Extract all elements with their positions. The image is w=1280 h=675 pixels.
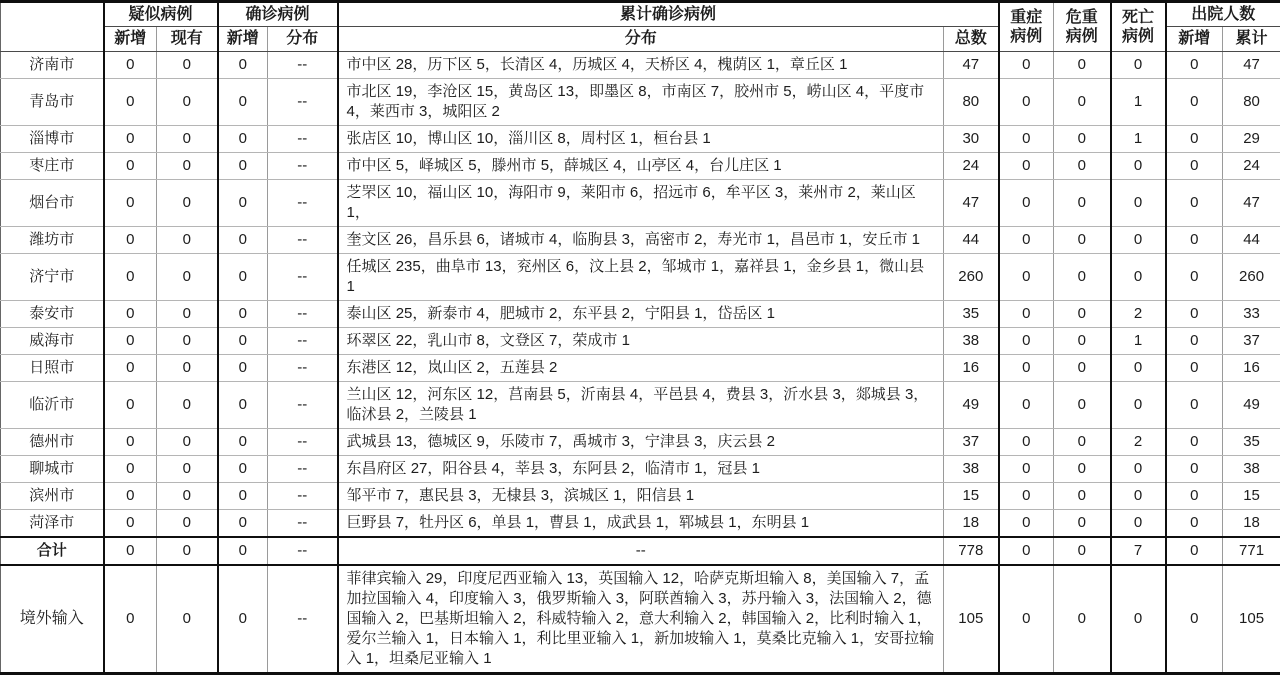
- cell-critical: 0: [1054, 382, 1111, 429]
- cell-s_new: 0: [104, 456, 157, 483]
- cell-total: 44: [944, 227, 999, 254]
- cell-name: 济南市: [1, 52, 104, 79]
- cell-s_new: 0: [104, 355, 157, 382]
- cell-dist: 武城县 13，德城区 9，乐陵市 7，禹城市 3，宁津县 3，庆云县 2: [338, 429, 944, 456]
- cell-critical: 0: [1054, 537, 1111, 565]
- header-death-cases: 死亡病例: [1111, 2, 1166, 52]
- table-row: [1, 153, 1280, 180]
- cell-name: 境外输入: [1, 565, 104, 674]
- table-row: [1, 429, 1280, 456]
- table-row: [1, 79, 1280, 126]
- header-group-confirmed: 确诊病例: [218, 2, 338, 27]
- header-group-discharged: 出院人数: [1166, 2, 1280, 27]
- cell-s_new: 0: [104, 153, 157, 180]
- cell-name: 枣庄市: [1, 153, 104, 180]
- total-row: [1, 537, 1280, 565]
- cell-severe: 0: [999, 537, 1054, 565]
- cell-severe: 0: [999, 254, 1054, 301]
- cell-death: 1: [1111, 328, 1166, 355]
- header-group-row: [1, 2, 1280, 27]
- cell-critical: 0: [1054, 227, 1111, 254]
- cell-s_new: 0: [104, 79, 157, 126]
- cell-name: 济宁市: [1, 254, 104, 301]
- cell-s_exist: 0: [157, 429, 218, 456]
- cell-c_dist: --: [268, 456, 338, 483]
- cell-dist: 菲律宾输入 29，印度尼西亚输入 13，英国输入 12，哈萨克斯坦输入 8，美国输入 7，孟加拉国输入 4，印度输入 3，俄罗斯输入 3，阿联酋输入 3，苏丹输入 3，法国输入 2，德国输入 2，巴基斯坦输入 2，科威特输入 2，意大利输入 2，韩国输入 2，比利时输入 1，爱尔兰输入 1，日本输入 1，利比里亚输入 1，新加坡输入 1，莫桑比克输入 1，安哥拉输入 1，坦桑尼亚输入 1: [338, 565, 944, 674]
- cell-s_exist: 0: [157, 126, 218, 153]
- cell-death: 0: [1111, 382, 1166, 429]
- cell-d_cum: 33: [1223, 301, 1280, 328]
- cell-d_new: 0: [1166, 537, 1223, 565]
- cell-critical: 0: [1054, 429, 1111, 456]
- cell-name: 烟台市: [1, 180, 104, 227]
- cell-c_new: 0: [218, 227, 268, 254]
- cell-d_cum: 24: [1223, 153, 1280, 180]
- cell-c_dist: --: [268, 180, 338, 227]
- cell-c_dist: --: [268, 328, 338, 355]
- cell-critical: 0: [1054, 483, 1111, 510]
- cell-total: 37: [944, 429, 999, 456]
- table-row: [1, 180, 1280, 227]
- cell-c_new: 0: [218, 180, 268, 227]
- cell-d_new: 0: [1166, 483, 1223, 510]
- cell-c_dist: --: [268, 301, 338, 328]
- cell-d_cum: 16: [1223, 355, 1280, 382]
- cell-c_new: 0: [218, 510, 268, 538]
- cell-total: 35: [944, 301, 999, 328]
- cell-s_new: 0: [104, 52, 157, 79]
- cell-d_cum: 38: [1223, 456, 1280, 483]
- cell-d_cum: 260: [1223, 254, 1280, 301]
- header-group-cumulative: 累计确诊病例: [338, 2, 999, 27]
- cell-d_cum: 15: [1223, 483, 1280, 510]
- cell-death: 2: [1111, 429, 1166, 456]
- cell-d_new: 0: [1166, 429, 1223, 456]
- cell-critical: 0: [1054, 565, 1111, 674]
- cell-severe: 0: [999, 328, 1054, 355]
- cell-name: 潍坊市: [1, 227, 104, 254]
- cell-d_new: 0: [1166, 510, 1223, 538]
- cell-death: 1: [1111, 126, 1166, 153]
- cell-severe: 0: [999, 301, 1054, 328]
- cell-s_exist: 0: [157, 355, 218, 382]
- city-column-header: [1, 2, 104, 52]
- cell-name: 日照市: [1, 355, 104, 382]
- cell-death: 0: [1111, 355, 1166, 382]
- cell-d_cum: 47: [1223, 52, 1280, 79]
- import-row: [1, 565, 1280, 674]
- table-row: [1, 126, 1280, 153]
- cell-d_cum: 29: [1223, 126, 1280, 153]
- cell-c_new: 0: [218, 355, 268, 382]
- header-discharged-cum: 累计: [1223, 27, 1280, 52]
- cell-critical: 0: [1054, 328, 1111, 355]
- cell-c_new: 0: [218, 328, 268, 355]
- cell-critical: 0: [1054, 510, 1111, 538]
- cell-c_dist: --: [268, 126, 338, 153]
- header-confirmed-dist: 分布: [268, 27, 338, 52]
- cell-dist: --: [338, 537, 944, 565]
- cell-c_dist: --: [268, 565, 338, 674]
- cell-c_dist: --: [268, 483, 338, 510]
- cell-s_new: 0: [104, 254, 157, 301]
- cell-dist: 市中区 5，峄城区 5，滕州市 5，薛城区 4，山亭区 4，台儿庄区 1: [338, 153, 944, 180]
- cell-critical: 0: [1054, 456, 1111, 483]
- header-discharged-new: 新增: [1166, 27, 1223, 52]
- cell-total: 38: [944, 328, 999, 355]
- table-header: [1, 2, 1280, 52]
- cell-d_cum: 37: [1223, 328, 1280, 355]
- cell-c_new: 0: [218, 565, 268, 674]
- cell-death: 0: [1111, 52, 1166, 79]
- cell-severe: 0: [999, 79, 1054, 126]
- cell-critical: 0: [1054, 355, 1111, 382]
- cell-death: 0: [1111, 227, 1166, 254]
- header-critical-cases: 危重病例: [1054, 2, 1111, 52]
- cell-c_dist: --: [268, 355, 338, 382]
- cell-c_dist: --: [268, 79, 338, 126]
- cell-critical: 0: [1054, 254, 1111, 301]
- table-row: [1, 456, 1280, 483]
- cell-death: 2: [1111, 301, 1166, 328]
- cell-total: 47: [944, 52, 999, 79]
- cell-s_new: 0: [104, 180, 157, 227]
- cell-dist: 奎文区 26，昌乐县 6，诸城市 4，临朐县 3，高密市 2，寿光市 1，昌邑市 1，安丘市 1: [338, 227, 944, 254]
- cell-dist: 邹平市 7，惠民县 3，无棣县 3，滨城区 1，阳信县 1: [338, 483, 944, 510]
- cell-total: 49: [944, 382, 999, 429]
- cell-severe: 0: [999, 456, 1054, 483]
- cell-severe: 0: [999, 565, 1054, 674]
- cell-total: 105: [944, 565, 999, 674]
- cell-name: 威海市: [1, 328, 104, 355]
- cell-severe: 0: [999, 153, 1054, 180]
- cell-d_cum: 47: [1223, 180, 1280, 227]
- cell-c_new: 0: [218, 126, 268, 153]
- cell-name: 临沂市: [1, 382, 104, 429]
- table-row: [1, 254, 1280, 301]
- cell-d_new: 0: [1166, 301, 1223, 328]
- cell-d_cum: 80: [1223, 79, 1280, 126]
- table-row: [1, 227, 1280, 254]
- cell-critical: 0: [1054, 52, 1111, 79]
- table-row: [1, 52, 1280, 79]
- cell-c_dist: --: [268, 429, 338, 456]
- cell-c_new: 0: [218, 153, 268, 180]
- cell-d_cum: 18: [1223, 510, 1280, 538]
- cell-s_exist: 0: [157, 301, 218, 328]
- cell-d_new: 0: [1166, 565, 1223, 674]
- table-row: [1, 382, 1280, 429]
- cell-c_new: 0: [218, 429, 268, 456]
- table-row: [1, 483, 1280, 510]
- cell-s_exist: 0: [157, 227, 218, 254]
- header-cumulative-total: 总数: [944, 27, 999, 52]
- cell-death: 0: [1111, 456, 1166, 483]
- cell-death: 7: [1111, 537, 1166, 565]
- cell-d_cum: 771: [1223, 537, 1280, 565]
- header-severe-cases: 重症病例: [999, 2, 1054, 52]
- cell-s_new: 0: [104, 565, 157, 674]
- cell-dist: 东昌府区 27，阳谷县 4，莘县 3，东阿县 2，临清市 1，冠县 1: [338, 456, 944, 483]
- cell-d_new: 0: [1166, 153, 1223, 180]
- cell-name: 淄博市: [1, 126, 104, 153]
- cell-name: 泰安市: [1, 301, 104, 328]
- cell-s_exist: 0: [157, 537, 218, 565]
- cell-severe: 0: [999, 52, 1054, 79]
- cell-s_exist: 0: [157, 153, 218, 180]
- header-suspected-new: 新增: [104, 27, 157, 52]
- cell-c_new: 0: [218, 537, 268, 565]
- cell-c_new: 0: [218, 483, 268, 510]
- cell-d_new: 0: [1166, 227, 1223, 254]
- table-row: [1, 355, 1280, 382]
- cell-s_exist: 0: [157, 79, 218, 126]
- cell-critical: 0: [1054, 153, 1111, 180]
- cell-death: 0: [1111, 510, 1166, 538]
- table-row: [1, 328, 1280, 355]
- cell-dist: 市中区 28，历下区 5，长清区 4，历城区 4，天桥区 4，槐荫区 1，章丘区 1: [338, 52, 944, 79]
- cell-total: 778: [944, 537, 999, 565]
- cell-c_new: 0: [218, 52, 268, 79]
- cell-death: 0: [1111, 254, 1166, 301]
- cell-d_new: 0: [1166, 382, 1223, 429]
- cell-d_new: 0: [1166, 180, 1223, 227]
- cell-d_cum: 35: [1223, 429, 1280, 456]
- cell-severe: 0: [999, 483, 1054, 510]
- cell-c_dist: --: [268, 254, 338, 301]
- cell-dist: 市北区 19，李沧区 15，黄岛区 13，即墨区 8，市南区 7，胶州市 5，崂山区 4，平度市 4，莱西市 3，城阳区 2: [338, 79, 944, 126]
- cell-critical: 0: [1054, 79, 1111, 126]
- cell-c_new: 0: [218, 382, 268, 429]
- cell-death: 0: [1111, 483, 1166, 510]
- table-row: [1, 510, 1280, 538]
- cell-death: 0: [1111, 180, 1166, 227]
- cell-d_new: 0: [1166, 79, 1223, 126]
- cell-s_new: 0: [104, 227, 157, 254]
- cell-total: 18: [944, 510, 999, 538]
- cell-dist: 兰山区 12，河东区 12，莒南县 5，沂南县 4，平邑县 4，费县 3，沂水县 3，郯城县 3，临沭县 2，兰陵县 1: [338, 382, 944, 429]
- cell-s_exist: 0: [157, 483, 218, 510]
- cell-dist: 芝罘区 10，福山区 10，海阳市 9，莱阳市 6，招远市 6，牟平区 3，莱州市 2，莱山区 1，: [338, 180, 944, 227]
- cell-c_new: 0: [218, 254, 268, 301]
- cell-total: 16: [944, 355, 999, 382]
- cell-critical: 0: [1054, 126, 1111, 153]
- cell-c_new: 0: [218, 79, 268, 126]
- cell-total: 38: [944, 456, 999, 483]
- cell-name: 合计: [1, 537, 104, 565]
- cell-d_cum: 44: [1223, 227, 1280, 254]
- cell-s_exist: 0: [157, 382, 218, 429]
- cell-severe: 0: [999, 355, 1054, 382]
- table-body: [1, 52, 1280, 674]
- cell-dist: 任城区 235，曲阜市 13，兖州区 6，汶上县 2，邹城市 1，嘉祥县 1，金乡县 1，微山县 1: [338, 254, 944, 301]
- cell-severe: 0: [999, 382, 1054, 429]
- cell-c_dist: --: [268, 227, 338, 254]
- cell-total: 15: [944, 483, 999, 510]
- cell-severe: 0: [999, 429, 1054, 456]
- cell-s_exist: 0: [157, 456, 218, 483]
- cell-c_dist: --: [268, 153, 338, 180]
- cell-total: 24: [944, 153, 999, 180]
- cell-d_new: 0: [1166, 52, 1223, 79]
- cell-s_new: 0: [104, 483, 157, 510]
- cell-dist: 泰山区 25，新泰市 4，肥城市 2，东平县 2，宁阳县 1，岱岳区 1: [338, 301, 944, 328]
- cell-name: 菏泽市: [1, 510, 104, 538]
- cell-death: 0: [1111, 565, 1166, 674]
- cell-s_new: 0: [104, 510, 157, 538]
- cell-d_cum: 105: [1223, 565, 1280, 674]
- cell-s_new: 0: [104, 537, 157, 565]
- cell-c_new: 0: [218, 301, 268, 328]
- cell-d_cum: 49: [1223, 382, 1280, 429]
- cell-severe: 0: [999, 227, 1054, 254]
- cell-s_exist: 0: [157, 565, 218, 674]
- cell-s_exist: 0: [157, 254, 218, 301]
- cell-death: 1: [1111, 79, 1166, 126]
- cell-d_new: 0: [1166, 355, 1223, 382]
- cell-s_exist: 0: [157, 328, 218, 355]
- cell-dist: 东港区 12，岚山区 2，五莲县 2: [338, 355, 944, 382]
- cell-s_new: 0: [104, 301, 157, 328]
- cell-s_new: 0: [104, 126, 157, 153]
- header-group-suspected: 疑似病例: [104, 2, 218, 27]
- cell-dist: 环翠区 22，乳山市 8，文登区 7，荣成市 1: [338, 328, 944, 355]
- header-cumulative-dist: 分布: [338, 27, 944, 52]
- cell-c_new: 0: [218, 456, 268, 483]
- cell-c_dist: --: [268, 52, 338, 79]
- cell-name: 滨州市: [1, 483, 104, 510]
- cell-severe: 0: [999, 510, 1054, 538]
- cell-d_new: 0: [1166, 254, 1223, 301]
- cell-name: 聊城市: [1, 456, 104, 483]
- cell-s_exist: 0: [157, 180, 218, 227]
- cell-critical: 0: [1054, 180, 1111, 227]
- cell-total: 80: [944, 79, 999, 126]
- cell-d_new: 0: [1166, 456, 1223, 483]
- cell-s_exist: 0: [157, 52, 218, 79]
- cell-total: 260: [944, 254, 999, 301]
- cell-critical: 0: [1054, 301, 1111, 328]
- cell-total: 30: [944, 126, 999, 153]
- cell-dist: 张店区 10，博山区 10，淄川区 8，周村区 1，桓台县 1: [338, 126, 944, 153]
- header-suspected-existing: 现有: [157, 27, 218, 52]
- cell-c_dist: --: [268, 382, 338, 429]
- cell-d_new: 0: [1166, 328, 1223, 355]
- cell-d_new: 0: [1166, 126, 1223, 153]
- cell-death: 0: [1111, 153, 1166, 180]
- header-confirmed-new: 新增: [218, 27, 268, 52]
- cell-severe: 0: [999, 126, 1054, 153]
- cell-name: 德州市: [1, 429, 104, 456]
- cell-c_dist: --: [268, 537, 338, 565]
- cell-name: 青岛市: [1, 79, 104, 126]
- table-row: [1, 301, 1280, 328]
- cell-s_exist: 0: [157, 510, 218, 538]
- cell-s_new: 0: [104, 429, 157, 456]
- cell-severe: 0: [999, 180, 1054, 227]
- cell-total: 47: [944, 180, 999, 227]
- cell-dist: 巨野县 7，牡丹区 6，单县 1，曹县 1，成武县 1，郓城县 1，东明县 1: [338, 510, 944, 538]
- cell-c_dist: --: [268, 510, 338, 538]
- cell-s_new: 0: [104, 328, 157, 355]
- cell-s_new: 0: [104, 382, 157, 429]
